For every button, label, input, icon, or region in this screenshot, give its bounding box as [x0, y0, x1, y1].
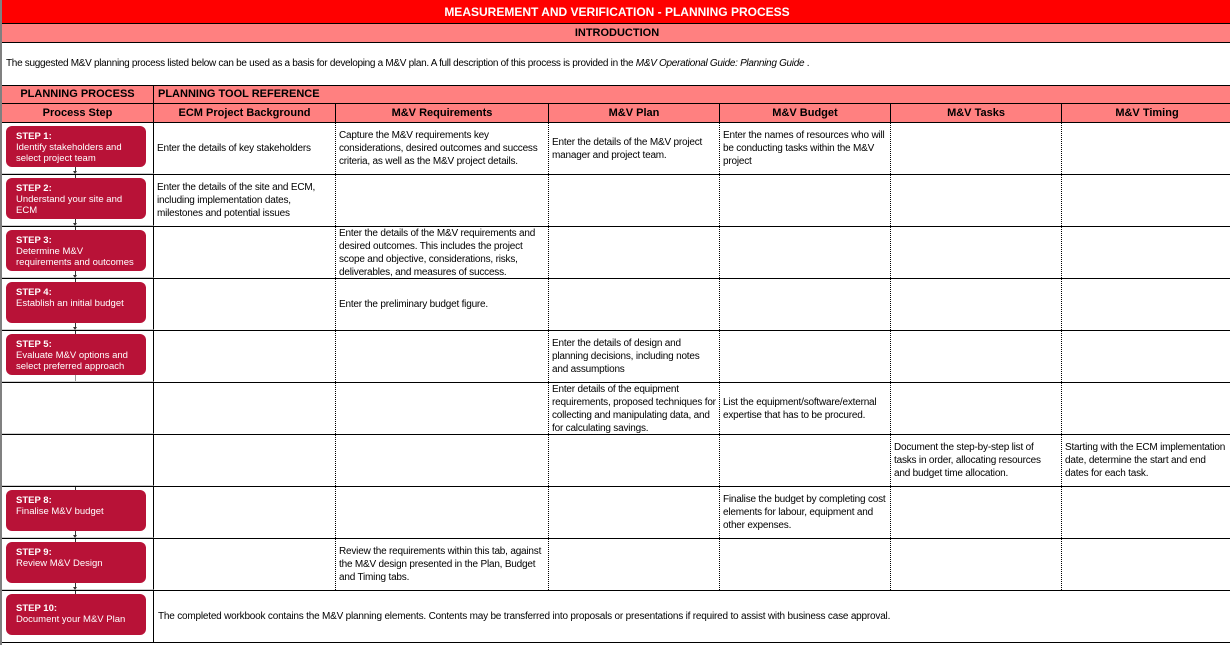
- step-text: Establish an initial budget: [16, 298, 124, 309]
- cell-ecm-background[interactable]: [154, 383, 336, 434]
- cell-plan[interactable]: [549, 279, 720, 330]
- cell-ecm-background[interactable]: Enter the details of the site and ECM, including implementation dates, milestones and potential issues: [154, 175, 336, 226]
- step-text: Identify stakeholders and select project team: [16, 142, 122, 164]
- step-cell: [2, 591, 154, 642]
- cell-requirements[interactable]: Enter the preliminary budget figure.: [336, 279, 549, 330]
- col-header-timing[interactable]: M&V Timing: [1115, 107, 1179, 119]
- introduction-text[interactable]: [6, 43, 1226, 85]
- step-text: Document your M&V Plan: [16, 614, 126, 625]
- step-cell: [2, 487, 154, 538]
- cell-budget[interactable]: Enter the names of resources who will be conducting tasks within the M&V project: [720, 123, 891, 174]
- planning-tool-reference-heading: PLANNING TOOL REFERENCE: [158, 88, 320, 100]
- step-cell: [2, 175, 154, 226]
- cell-plan[interactable]: [549, 539, 720, 590]
- cell-plan[interactable]: [549, 487, 720, 538]
- arrow-down-icon: [73, 171, 77, 174]
- cell-tasks[interactable]: [891, 227, 1062, 278]
- cell-plan[interactable]: [549, 435, 720, 486]
- merged-summary-cell[interactable]: The completed workbook contains the M&V planning elements. Contents may be transferred into proposals or presentations if required to assist with business case approval.: [158, 611, 891, 622]
- cell-requirements[interactable]: [336, 175, 549, 226]
- page-title: MEASUREMENT AND VERIFICATION - PLANNING PROCESS: [2, 0, 1230, 24]
- cell-ecm-background[interactable]: [154, 435, 336, 486]
- cell-tasks[interactable]: [891, 539, 1062, 590]
- step-label: STEP 10:: [16, 603, 58, 614]
- step-label: STEP 5:: [16, 339, 52, 350]
- step-5-box[interactable]: [6, 334, 146, 375]
- cell-tasks[interactable]: [891, 279, 1062, 330]
- cell-tasks[interactable]: [891, 331, 1062, 382]
- intro-tail: .: [804, 58, 810, 69]
- step-8-box[interactable]: [6, 490, 146, 531]
- cell-ecm-background[interactable]: [154, 227, 336, 278]
- cell-tasks[interactable]: [891, 175, 1062, 226]
- guide-reference: M&V Operational Guide: Planning Guide: [635, 58, 805, 69]
- step-label: STEP 8:: [16, 495, 52, 506]
- step-4-box[interactable]: [6, 282, 146, 323]
- arrow-down-icon: [73, 327, 77, 330]
- table-row-step-5: [2, 331, 1230, 383]
- cell-timing[interactable]: [1062, 175, 1230, 226]
- step-1-box[interactable]: [6, 126, 146, 167]
- step-label: STEP 3:: [16, 235, 52, 246]
- cell-budget[interactable]: Finalise the budget by completing cost elements for labour, equipment and other expenses.: [720, 487, 891, 538]
- cell-budget[interactable]: List the equipment/software/external expertise that has to be procured.: [720, 383, 891, 434]
- cell-budget[interactable]: [720, 331, 891, 382]
- cell-budget[interactable]: [720, 227, 891, 278]
- cell-budget[interactable]: [720, 279, 891, 330]
- cell-plan[interactable]: Enter the details of the M&V project manager and project team.: [549, 123, 720, 174]
- table-row-step-10: [2, 591, 1230, 643]
- arrow-down-icon: [73, 587, 77, 590]
- step-9-box[interactable]: [6, 542, 146, 583]
- step-cell: [2, 539, 154, 590]
- cell-budget[interactable]: [720, 175, 891, 226]
- step-cell: [2, 279, 154, 330]
- cell-tasks[interactable]: Document the step-by-step list of tasks in order, allocating resources and budget time allocation.: [891, 435, 1062, 486]
- cell-timing[interactable]: [1062, 487, 1230, 538]
- table-row-step-8: [2, 487, 1230, 539]
- col-header-plan[interactable]: M&V Plan: [549, 104, 720, 122]
- cell-plan[interactable]: [549, 175, 720, 226]
- step-10-box[interactable]: [6, 594, 146, 635]
- cell-ecm-background[interactable]: Enter the details of key stakeholders: [154, 123, 336, 174]
- col-header-process-step[interactable]: Process Step: [2, 104, 154, 122]
- step-cell: [2, 331, 154, 382]
- arrow-down-icon: [73, 223, 77, 226]
- step-text: Understand your site and ECM: [16, 194, 123, 216]
- step-cell: [2, 123, 154, 174]
- step-text: Finalise M&V budget: [16, 506, 104, 517]
- arrow-down-icon: [73, 535, 77, 538]
- cell-timing[interactable]: [1062, 331, 1230, 382]
- step-label: STEP 4:: [16, 287, 52, 298]
- cell-timing[interactable]: [1062, 279, 1230, 330]
- step-text: Evaluate M&V options and select preferred approach: [16, 350, 128, 372]
- cell-requirements[interactable]: Review the requirements within this tab, against the M&V design presented in the Plan, Budget and Timing tabs.: [336, 539, 549, 590]
- cell-tasks[interactable]: [891, 123, 1062, 174]
- step-label: STEP 9:: [16, 547, 52, 558]
- cell-plan[interactable]: Enter details of the equipment requirements, proposed techniques for collecting and manipulating data, and for calculating savings.: [549, 383, 720, 434]
- step-label: STEP 2:: [16, 183, 52, 194]
- table-row-step-6: [2, 383, 1230, 435]
- cell-ecm-background[interactable]: [154, 331, 336, 382]
- cell-requirements[interactable]: [336, 383, 549, 434]
- cell-tasks[interactable]: [891, 383, 1062, 434]
- cell-budget[interactable]: [720, 539, 891, 590]
- col-header-requirements[interactable]: M&V Requirements: [336, 104, 549, 122]
- step-3-box[interactable]: [6, 230, 146, 271]
- step-2-box[interactable]: [6, 178, 146, 219]
- table-row-step-9: [2, 539, 1230, 591]
- section-header-row: [2, 85, 1230, 104]
- table-row-step-3: [2, 227, 1230, 279]
- intro-body: The suggested M&V planning process listed below can be used as a basis for developing a M&V plan. A full description of this process is provided in the: [6, 58, 636, 69]
- col-header-budget[interactable]: M&V Budget: [720, 104, 891, 122]
- table-row-step-7: [2, 435, 1230, 487]
- cell-requirements[interactable]: [336, 435, 549, 486]
- step-cell: [2, 227, 154, 278]
- cell-requirements[interactable]: Capture the M&V requirements key considerations, desired outcomes and success criteria, as well as the M&V project details.: [336, 123, 549, 174]
- cell-timing[interactable]: [1062, 383, 1230, 434]
- step-text: Determine M&V requirements and outcomes: [16, 246, 134, 268]
- cell-ecm-background[interactable]: [154, 279, 336, 330]
- step-text: Review M&V Design: [16, 558, 103, 569]
- cell-requirements[interactable]: Enter the details of the M&V requirements and desired outcomes. This includes the project scope and objective, considerations, risks, deliverables, and measures of success.: [336, 227, 549, 278]
- table-row-step-1: [2, 123, 1230, 175]
- cell-plan[interactable]: [549, 227, 720, 278]
- step-cell-empty: [2, 383, 154, 434]
- cell-requirements[interactable]: [336, 487, 549, 538]
- cell-ecm-background[interactable]: [154, 539, 336, 590]
- cell-timing[interactable]: [1062, 227, 1230, 278]
- step-label: STEP 1:: [16, 131, 52, 142]
- cell-timing[interactable]: [1062, 539, 1230, 590]
- col-header-tasks[interactable]: M&V Tasks: [891, 104, 1062, 122]
- cell-plan[interactable]: Enter the details of design and planning decisions, including notes and assumptions: [549, 331, 720, 382]
- planning-process-heading: PLANNING PROCESS: [2, 86, 154, 103]
- table-row-step-2: [2, 175, 1230, 227]
- table-row-step-4: [2, 279, 1230, 331]
- column-header-row: [2, 104, 1230, 123]
- cell-timing[interactable]: [1062, 123, 1230, 174]
- introduction-heading: INTRODUCTION: [2, 24, 1230, 43]
- cell-requirements[interactable]: [336, 331, 549, 382]
- cell-tasks[interactable]: [891, 487, 1062, 538]
- col-header-ecm-background[interactable]: ECM Project Background: [154, 104, 336, 122]
- connector-icon: [75, 375, 76, 381]
- arrow-down-icon: [73, 275, 77, 278]
- step-cell-empty: [2, 435, 154, 486]
- cell-timing[interactable]: Starting with the ECM implementation date, determine the start and end dates for each task.: [1065, 442, 1226, 479]
- cell-budget[interactable]: [720, 435, 891, 486]
- cell-ecm-background[interactable]: [154, 487, 336, 538]
